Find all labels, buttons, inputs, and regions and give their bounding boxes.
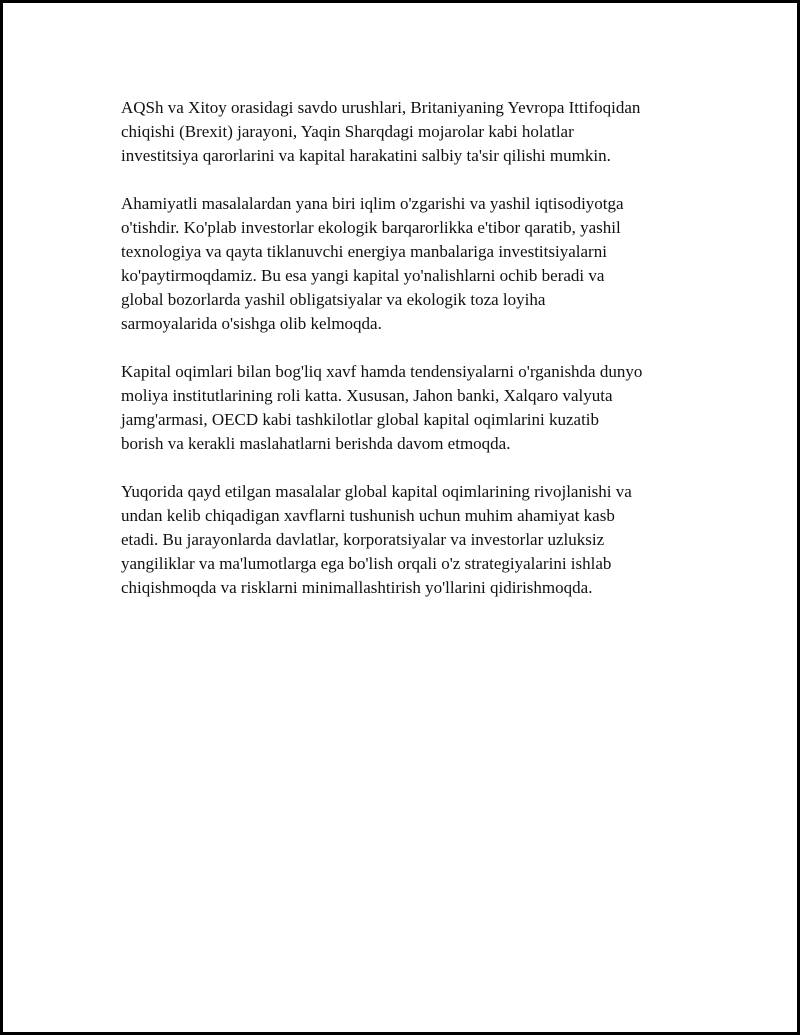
paragraph-trade-wars: AQSh va Xitoy orasidagi savdo urushlari, Britaniyaning Yevropa Ittifoqidan chiqishi (Brexit) jarayoni, Yaqin Sharqdagi mojarolar kabi holatlar investitsiya qarorlarini va kapital harakatini salbiy ta'sir qilishi mumkin. bbox=[121, 98, 641, 165]
paragraph-financial-institutions: Kapital oqimlari bilan bog'liq xavf hamda tendensiyalarni o'rganishda dunyo moliya institutlarining roli katta. Xususan, Jahon banki, Xalqaro valyuta jamg'armasi, OECD kabi tashkilotlar global kapital oqimlarini kuzatib borish va kerakli maslahatlarni berishda davom etmoqda. bbox=[121, 362, 643, 453]
paragraph-conclusion: Yuqorida qayd etilgan masalalar global kapital oqimlarining rivojlanishi va undan kelib chiqadigan xavflarni tushunish uchun muhim ahamiyat kasb etadi. Bu jarayonlarda davlatlar, korporatsiyalar va investorlar uzluksiz yangiliklar va ma'lumotlarga ega bo'lish orqali o'z strategiyalarini ishlab chiqishmoqda va risklarni minimallashtirish yo'llarini qidirishmoqda. bbox=[121, 482, 632, 597]
document-body bbox=[121, 96, 721, 624]
paragraph-climate-green-economy: Ahamiyatli masalalardan yana biri iqlim o'zgarishi va yashil iqtisodiyotga o'tishdir. Ko'plab investorlar ekologik barqarorlikka e'tibor qaratib, yashil texnologiya va qayta tiklanuvchi energiya manbalariga investitsiyalarni ko'paytirmoqdamiz. Bu esa yangi kapital yo'nalishlarni ochib beradi va global bozorlarda yashil obligatsiyalar va ekologik toza loyiha sarmoyalarida o'sishga olib kelmoqda. bbox=[121, 194, 624, 333]
